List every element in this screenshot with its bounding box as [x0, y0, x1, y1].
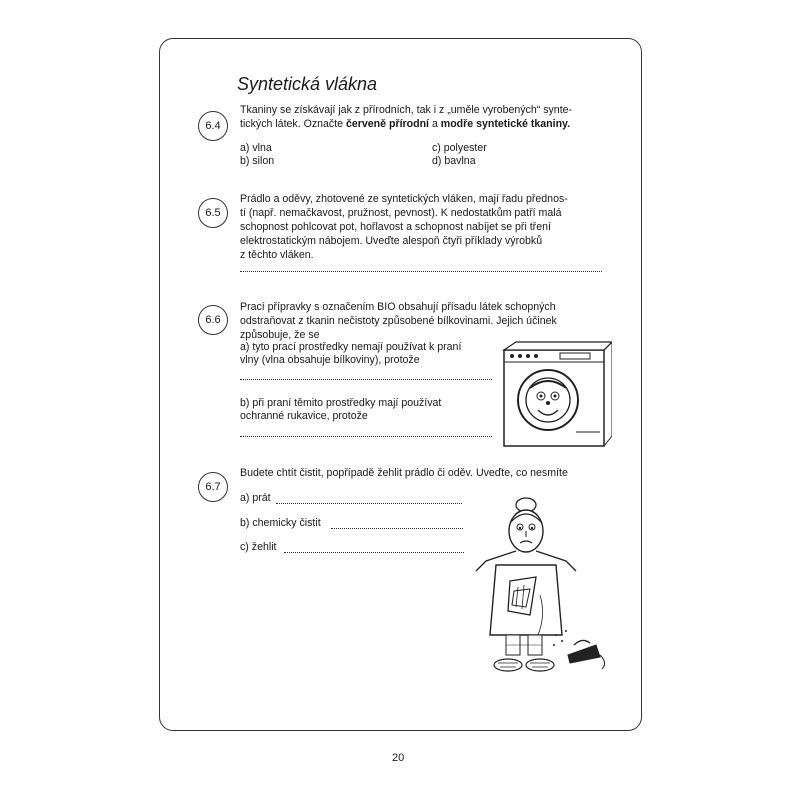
answer-line-6-7-a[interactable] [276, 503, 462, 504]
item-c-label: c) žehlit [240, 541, 277, 553]
question-6-5-line-4: elektrostatickým nábojem. Uveďte alespoň čtyři příklady výrobků [240, 235, 543, 247]
page-number: 20 [392, 752, 405, 764]
question-6-5-line-5: z těchto vláken. [240, 249, 314, 261]
answer-line-6-5[interactable] [240, 271, 602, 272]
bold-natural: červeně přírodní [345, 118, 429, 130]
item-b-label: b) chemicky čistit [240, 517, 321, 529]
question-number-6-5: 6.5 [198, 198, 228, 228]
page-title: Syntetická vlákna [237, 74, 378, 94]
question-6-5-line-1: Prádlo a oděvy, zhotovené ze syntetických vláken, mají řadu přednos- [240, 193, 568, 205]
question-6-6-line-2: odstraňovat z tkanin nečistoty způsobené bílkovinami. Jejich účinek [240, 315, 557, 327]
question-number-6-7: 6.7 [198, 472, 228, 502]
answer-line-6-7-b[interactable] [331, 528, 463, 529]
answer-line-6-6-b[interactable] [240, 436, 492, 437]
option-b: b) silon [240, 155, 275, 167]
question-6-4-line-1: Tkaniny se získávají jak z přírodních, tak i z „uměle vyrobených“ synte- [240, 104, 573, 116]
answer-line-6-7-c[interactable] [284, 552, 464, 553]
question-6-5-line-2: tí (např. nemačkavost, pružnost, pevnost). K nedostatkům patří malá [240, 207, 562, 219]
option-c: c) polyester [432, 142, 487, 154]
item-a-label: a) prát [240, 492, 271, 504]
bold-synthetic: modře syntetické tkaniny. [440, 118, 571, 130]
option-a: a) vlna [240, 142, 272, 154]
question-6-6-a-line-2: vlny (vlna obsahuje bílkoviny), protože [240, 354, 420, 366]
question-6-6-a-line-1: a) tyto prací prostředky nemají používat k praní [240, 341, 462, 353]
option-d: d) bavlna [432, 155, 476, 167]
question-number-6-6: 6.6 [198, 305, 228, 335]
question-6-6-b-line-2: ochranné rukavice, protože [240, 410, 368, 422]
woman-ironing-illustration [470, 495, 610, 685]
answer-line-6-6-a[interactable] [240, 379, 492, 380]
washing-machine-illustration [500, 340, 612, 450]
question-number-6-4: 6.4 [198, 111, 228, 141]
question-6-6-line-3: způsobuje, že se [240, 329, 320, 341]
question-6-5-line-3: schopnost pohlcovat pot, hořlavost a schopnost nabíjet se při tření [240, 221, 551, 233]
question-6-4-line-2: tických látek. Označte červeně přírodní a modře syntetické tkaniny. [240, 118, 571, 130]
question-6-7-text: Budete chtít čistit, popřípadě žehlit prádlo či oděv. Uveďte, co nesmíte [240, 467, 568, 479]
question-6-6-line-1: Prací přípravky s označením BIO obsahují přísadu látek schopných [240, 301, 556, 313]
question-6-6-b-line-1: b) při praní těmito prostředky mají používat [240, 397, 442, 409]
